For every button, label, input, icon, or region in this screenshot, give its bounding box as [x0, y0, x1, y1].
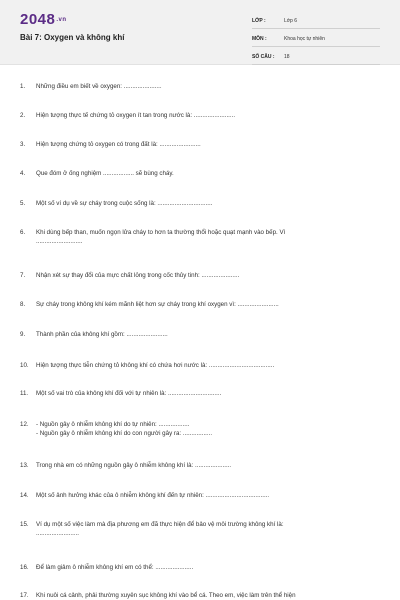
- question-number: 7.: [20, 272, 26, 279]
- question-item: [20, 563, 382, 572]
- question-item: [20, 82, 382, 91]
- question-text: Một số vai trò của không khí đối với tự nhiên là: ...............................: [36, 390, 222, 397]
- question-number: 13.: [20, 462, 29, 469]
- question-text: Trong nhà em có những nguồn gây ô nhiễm không khí là: .....................: [36, 462, 232, 469]
- question-number: 12.: [20, 421, 29, 428]
- question-text: Khi nuôi cá cảnh, phải thường xuyên sục không khí vào bể cá. Theo em, việc làm trên thể hiện: [36, 592, 296, 599]
- question-number: 6.: [20, 229, 26, 236]
- meta-row-question-count: [252, 50, 380, 65]
- page-header: [0, 0, 400, 65]
- meta-value: Khoa học tự nhiên: [284, 36, 325, 42]
- question-item: [20, 389, 382, 398]
- question-item: [20, 199, 382, 208]
- question-item: [20, 169, 382, 178]
- question-number: 2.: [20, 112, 26, 119]
- question-text: Hiện tượng thực tiễn chứng tỏ không khí có chứa hơi nước là: ......................................: [36, 362, 275, 369]
- question-text: Một số ảnh hưởng khác của ô nhiễm không khí đến tự nhiên: .....................................: [36, 492, 270, 499]
- meta-label: SỐ CÂU :: [252, 54, 275, 60]
- meta-value: Lớp 6: [284, 18, 298, 24]
- question-item: [20, 461, 382, 470]
- logo-tld: .vn: [56, 17, 67, 24]
- question-text: Khi dùng bếp than, muốn ngọn lửa cháy to hơn ta thường thổi hoặc quạt mạnh vào bếp. Vì ...........................: [36, 229, 286, 245]
- question-item: [20, 111, 382, 120]
- question-text: - Nguồn gây ô nhiễm không khí do tự nhiên: .................. - Nguồn gây ô nhiễm không khí do con người gây ra: .................: [36, 421, 213, 437]
- question-number: 4.: [20, 170, 26, 177]
- question-text: Ví dụ một số việc làm mà địa phương em đã thực hiện để bảo vệ môi trường không khí là: .........................: [36, 521, 284, 537]
- question-text: Những điều em biết về oxygen: ......................: [36, 83, 162, 90]
- question-number: 5.: [20, 200, 26, 207]
- question-text: Que đóm ở ống nghiệm .................. sẽ bùng cháy.: [36, 170, 174, 177]
- question-text: Sự cháy trong không khí kém mãnh liệt hơn sự cháy trong khí oxygen vì: ........................: [36, 301, 279, 308]
- meta-label: MÔN :: [252, 36, 267, 42]
- question-item: [20, 140, 382, 149]
- meta-label: LỚP :: [252, 18, 266, 24]
- question-text: Một số ví dụ về sự cháy trong cuộc sống là: ................................: [36, 200, 213, 207]
- question-text: Hiện tượng chứng tỏ oxygen có trong đất là: ........................: [36, 141, 201, 148]
- question-number: 14.: [20, 492, 29, 499]
- logo-text: 2048: [20, 11, 56, 28]
- lesson-title: Bài 7: Oxygen và không khí: [20, 33, 125, 42]
- meta-value: 18: [284, 54, 290, 60]
- question-item: [20, 420, 382, 438]
- question-item: [20, 330, 382, 339]
- question-item: [20, 491, 382, 500]
- question-number: 11.: [20, 390, 29, 397]
- question-item: [20, 520, 382, 538]
- question-number: 8.: [20, 301, 26, 308]
- question-text: Thành phần của không khí gồm: ........................: [36, 331, 168, 338]
- question-item: [20, 591, 382, 600]
- question-number: 15.: [20, 521, 29, 528]
- question-item: [20, 271, 382, 280]
- question-number: 10.: [20, 362, 29, 369]
- question-text: Hiện tượng thực tế chứng tỏ oxygen ít tan trong nước là: ........................: [36, 112, 236, 119]
- site-logo[interactable]: [20, 11, 67, 28]
- question-number: 16.: [20, 564, 29, 571]
- question-number: 1.: [20, 83, 26, 90]
- question-item: [20, 361, 382, 370]
- question-text: Nhận xét sự thay đổi của mực chất lỏng trong cốc thủy tinh: ......................: [36, 272, 240, 279]
- lesson-meta: [252, 14, 380, 68]
- question-number: 17.: [20, 592, 29, 599]
- question-text: Để làm giảm ô nhiễm không khí em có thể: ......................: [36, 564, 194, 571]
- question-number: 9.: [20, 331, 26, 338]
- meta-row-grade: [252, 14, 380, 29]
- meta-row-subject: [252, 32, 380, 47]
- question-item: [20, 300, 382, 309]
- question-number: 3.: [20, 141, 26, 148]
- question-item: [20, 228, 382, 246]
